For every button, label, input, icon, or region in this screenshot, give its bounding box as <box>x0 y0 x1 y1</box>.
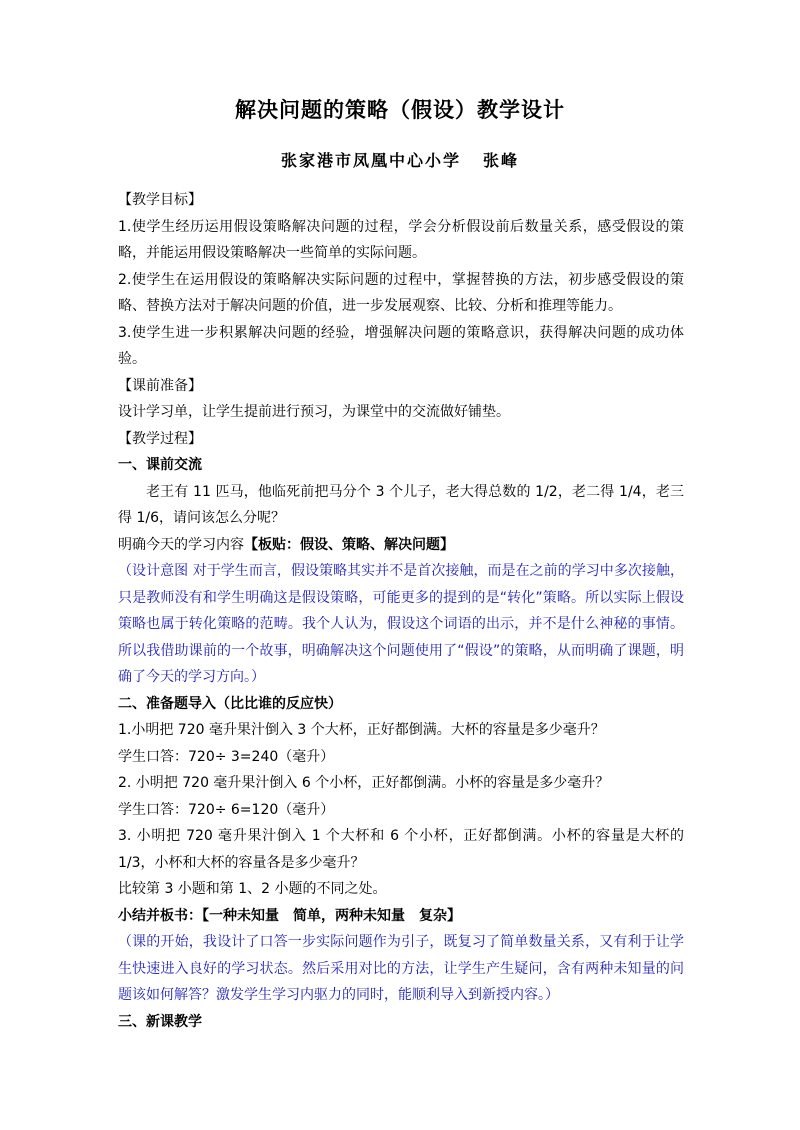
objective-item-1: 1.使学生经历运用假设策略解决问题的过程，学会分析假设前后数量关系，感受假设的策略，并能运用假设策略解决一些简单的实际问题。 <box>118 218 684 261</box>
prep-heading: 【课前准备】 <box>118 377 202 394</box>
objectives-heading: 【教学目标】 <box>118 192 202 208</box>
section3-heading: 三、新课教学 <box>118 1013 202 1030</box>
design-note-2: （课的开始，我设计了口答一步实际问题作为引子，既复习了简单数量关系，又有利于让学生快速进入良好的学习状态。然后采用对比的方法，让学生产生疑问，含有两种未知量的问题该如何解答？激发学生学习内驱力的同时，能顺利导入到新授内容。） <box>118 934 684 1003</box>
section2-heading: 二、准备题导入（比比谁的反应快） <box>118 695 342 712</box>
clarify-paragraph <box>118 532 684 559</box>
clarify-prefix: 明确今天的学习内容 <box>118 536 244 553</box>
process-heading: 【教学过程】 <box>118 430 202 447</box>
summary-board: 小结并板书：【一种未知量 简单，两种未知量 复杂】 <box>118 907 461 924</box>
compare-text: 比较第 3 小题和第 1、2 小题的不同之处。 <box>118 881 387 897</box>
document-body <box>118 187 684 1035</box>
objective-item-2: 2.使学生在运用假设的策略解决实际问题的过程中，掌握替换的方法，初步感受假设的策略、替换方法对于解决问题的价值，进一步发展观察、比较、分析和推理等能力。 <box>118 271 684 314</box>
section1-heading: 一、课前交流 <box>118 457 202 473</box>
prep-text: 设计学习单，让学生提前进行预习，为课堂中的交流做好铺垫。 <box>118 404 510 420</box>
question-1: 1.小明把 720 毫升果汁倒入 3 个大杯，正好都倒满。大杯的容量是多少毫升？ <box>118 722 605 738</box>
objective-item-3: 3.使学生进一步积累解决问题的经验，增强解决问题的策略意识，获得解决问题的成功体验。 <box>118 324 684 367</box>
question-2: 2. 小明把 720 毫升果汁倒入 6 个小杯，正好都倒满。小杯的容量是多少毫升？ <box>118 775 610 791</box>
author-name: 张峰 <box>483 151 520 170</box>
school-name: 张家港市凤凰中心小学 <box>280 151 461 170</box>
board-note: 【板贴：假设、策略、解决问题】 <box>244 536 454 553</box>
question-3: 3. 小明把 720 毫升果汁倒入 1 个大杯和 6 个小杯，正好都倒满。小杯的容量是大杯的 1/3，小杯和大杯的容量各是多少毫升？ <box>118 828 684 871</box>
document-title: 解决问题的策略（假设）教学设计 <box>235 98 565 122</box>
design-note-1: （设计意图 对于学生而言，假设策略其实并不是首次接触，而是在之前的学习中多次接触，只是教师没有和学生明确这是假设策略，可能更多的提到的是“转化”策略。所以实际上假设策略也属于转化策略的范畴。我个人认为，假设这个词语的出示，并不是什么神秘的事情。所以我借助课前的一个故事，明确解决这个问题使用了“假设”的策略，从而明确了课题，明确了今天的学习方向。） <box>118 563 684 685</box>
answer-2: 学生口答：720÷ 6=120（毫升） <box>118 801 335 818</box>
author-line <box>0 148 800 171</box>
story-paragraph: 老王有 11 匹马，他临死前把马分个 3 个儿子，老大得总数的 1/2，老二得 1/4，老三得 1/6，请问该怎么分呢？ <box>118 483 684 526</box>
answer-1: 学生口答：720÷ 3=240（毫升） <box>118 748 335 765</box>
